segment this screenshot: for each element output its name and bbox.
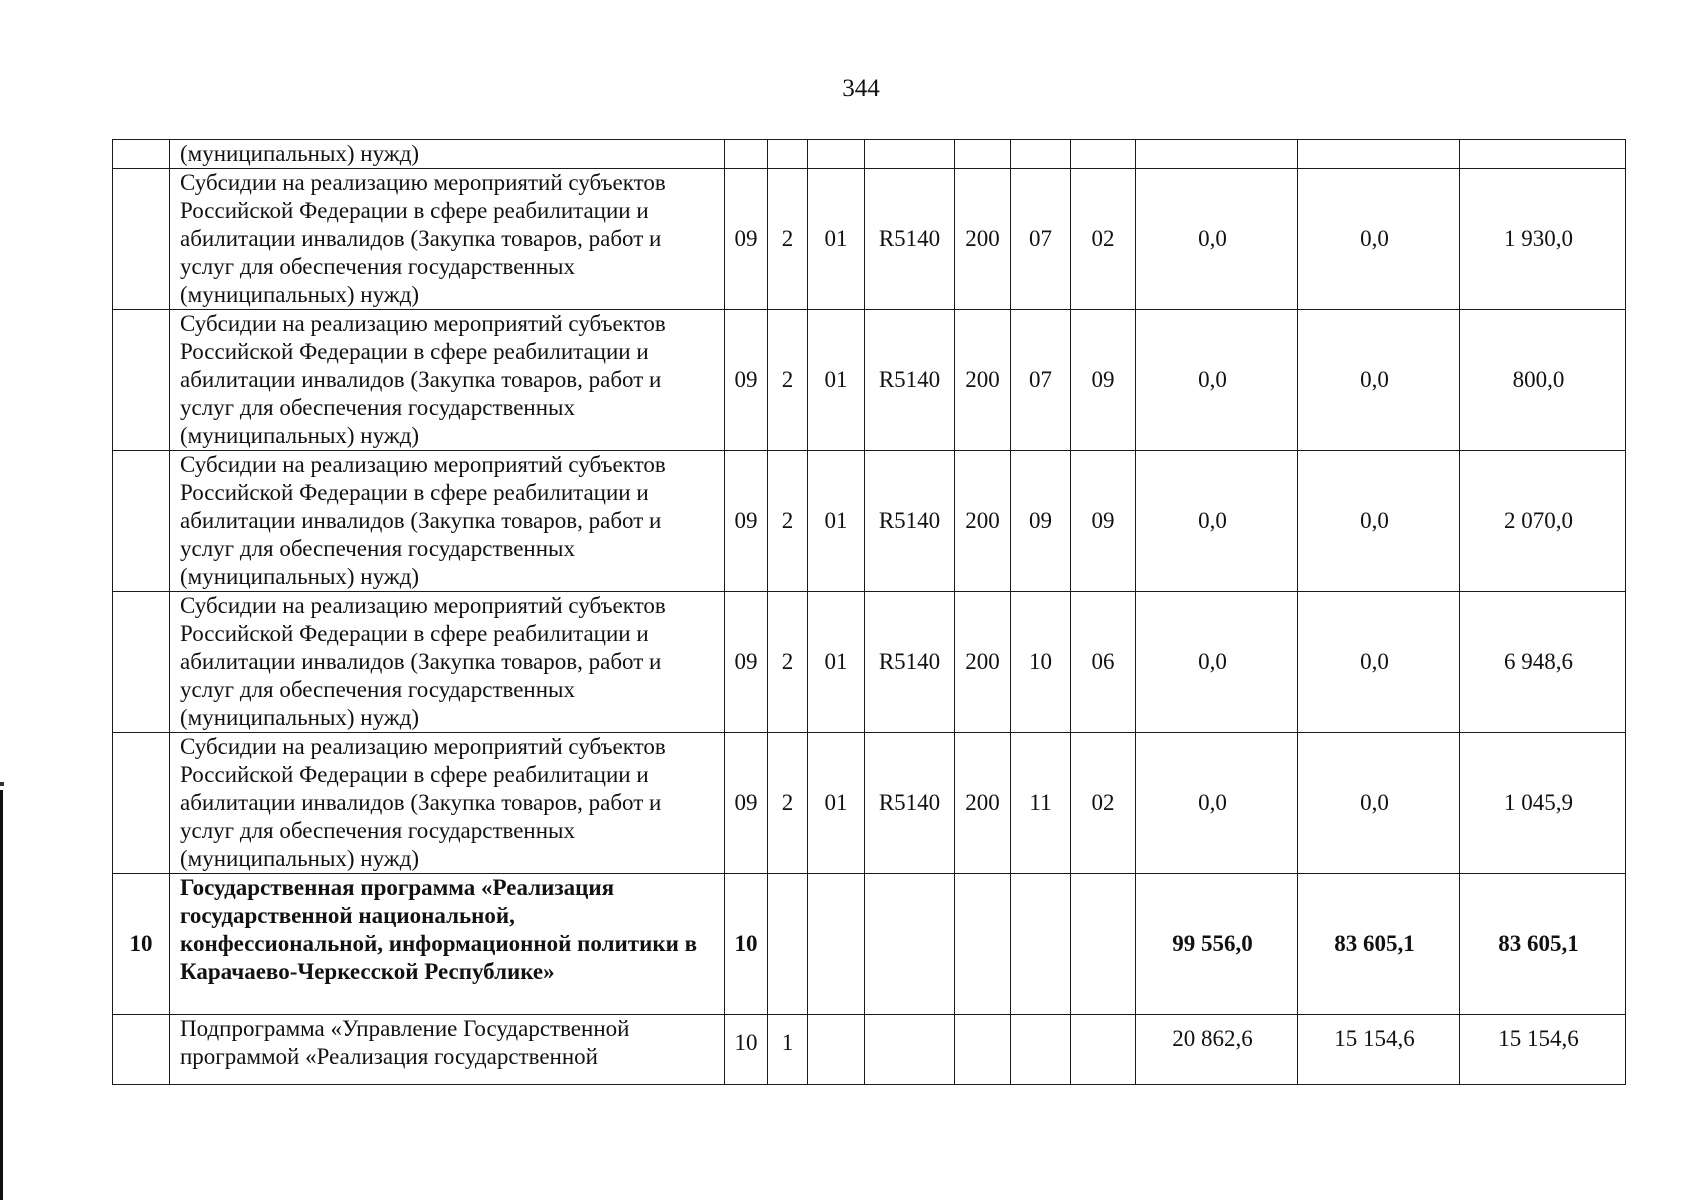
amount-year-2: 0,0: [1298, 310, 1460, 451]
table-row-subprogram: [113, 1015, 1626, 1085]
code-section: 11: [1011, 733, 1071, 874]
code-gp: 09: [725, 733, 768, 874]
amount-year-1: 0,0: [1136, 169, 1298, 310]
scan-mark: [0, 782, 4, 786]
code-direction: [865, 1015, 955, 1085]
amount-year-2: 0,0: [1298, 592, 1460, 733]
amount-year-1: 99 556,0: [1136, 874, 1298, 1015]
code-subsection: [1071, 1015, 1136, 1085]
code-gp: 09: [725, 451, 768, 592]
table-row: [113, 169, 1626, 310]
code-expense-type: [955, 874, 1011, 1015]
code-om: 01: [808, 733, 865, 874]
code-section: 09: [1011, 451, 1071, 592]
code-expense-type: 200: [955, 592, 1011, 733]
code-direction: R5140: [865, 592, 955, 733]
row-number: 10: [113, 874, 170, 1015]
row-description: Субсидии на реализацию мероприятий субъектов Российской Федерации в сфере реабилитации и абилитации инвалидов (Закупка товаров, работ и услуг для обеспечения государственных (муниципальных) нужд): [170, 733, 725, 874]
code-subsection: 09: [1071, 310, 1136, 451]
code-subsection: 06: [1071, 592, 1136, 733]
amount-year-2: 15 154,6: [1298, 1015, 1460, 1085]
code-section: [1011, 140, 1071, 169]
table-row: [113, 451, 1626, 592]
code-om: 01: [808, 592, 865, 733]
amount-year-1: 20 862,6: [1136, 1015, 1298, 1085]
code-section: 07: [1011, 310, 1071, 451]
budget-table-body: [113, 140, 1626, 1085]
code-subsection: [1071, 140, 1136, 169]
code-gp: 10: [725, 874, 768, 1015]
code-subsection: 02: [1071, 169, 1136, 310]
code-expense-type: [955, 140, 1011, 169]
row-description: Подпрограмма «Управление Государственной программой «Реализация государственной: [170, 1015, 725, 1085]
code-gp: 09: [725, 169, 768, 310]
amount-year-3: 1 045,9: [1460, 733, 1626, 874]
code-direction: R5140: [865, 733, 955, 874]
page-number: 344: [842, 75, 880, 102]
table-row-program: [113, 874, 1626, 1015]
amount-year-3: 2 070,0: [1460, 451, 1626, 592]
code-gp: 10: [725, 1015, 768, 1085]
code-pp: 1: [768, 1015, 808, 1085]
code-expense-type: 200: [955, 451, 1011, 592]
code-gp: 09: [725, 310, 768, 451]
table-row: [113, 733, 1626, 874]
row-number: [113, 140, 170, 169]
row-description: (муниципальных) нужд): [170, 140, 725, 169]
code-pp: 2: [768, 310, 808, 451]
code-om: [808, 1015, 865, 1085]
code-pp: [768, 140, 808, 169]
code-section: [1011, 874, 1071, 1015]
amount-year-1: [1136, 140, 1298, 169]
code-pp: [768, 874, 808, 1015]
code-om: [808, 874, 865, 1015]
code-expense-type: 200: [955, 310, 1011, 451]
code-om: 01: [808, 310, 865, 451]
amount-year-1: 0,0: [1136, 451, 1298, 592]
code-subsection: [1071, 874, 1136, 1015]
amount-year-2: 0,0: [1298, 733, 1460, 874]
row-number: [113, 1015, 170, 1085]
code-gp: [725, 140, 768, 169]
amount-year-3: 1 930,0: [1460, 169, 1626, 310]
row-number: [113, 169, 170, 310]
code-pp: 2: [768, 169, 808, 310]
code-section: 07: [1011, 169, 1071, 310]
code-subsection: 09: [1071, 451, 1136, 592]
amount-year-3: 15 154,6: [1460, 1015, 1626, 1085]
row-number: [113, 592, 170, 733]
code-expense-type: 200: [955, 733, 1011, 874]
amount-year-3: 83 605,1: [1460, 874, 1626, 1015]
code-section: [1011, 1015, 1071, 1085]
code-expense-type: [955, 1015, 1011, 1085]
code-direction: R5140: [865, 451, 955, 592]
amount-year-3: [1460, 140, 1626, 169]
budget-table: [112, 139, 1626, 1085]
code-expense-type: 200: [955, 169, 1011, 310]
code-om: 01: [808, 169, 865, 310]
row-number: [113, 733, 170, 874]
table-row: [113, 592, 1626, 733]
code-direction: R5140: [865, 169, 955, 310]
amount-year-3: 800,0: [1460, 310, 1626, 451]
amount-year-2: 0,0: [1298, 169, 1460, 310]
row-description: Субсидии на реализацию мероприятий субъектов Российской Федерации в сфере реабилитации и абилитации инвалидов (Закупка товаров, работ и услуг для обеспечения государственных (муниципальных) нужд): [170, 310, 725, 451]
code-direction: R5140: [865, 310, 955, 451]
amount-year-1: 0,0: [1136, 592, 1298, 733]
row-number: [113, 310, 170, 451]
table-row: [113, 310, 1626, 451]
scan-edge-line: [0, 790, 3, 1200]
code-om: [808, 140, 865, 169]
amount-year-2: 83 605,1: [1298, 874, 1460, 1015]
code-direction: [865, 140, 955, 169]
code-pp: 2: [768, 451, 808, 592]
amount-year-2: 0,0: [1298, 451, 1460, 592]
amount-year-3: 6 948,6: [1460, 592, 1626, 733]
amount-year-1: 0,0: [1136, 733, 1298, 874]
code-section: 10: [1011, 592, 1071, 733]
row-description: Субсидии на реализацию мероприятий субъектов Российской Федерации в сфере реабилитации и абилитации инвалидов (Закупка товаров, работ и услуг для обеспечения государственных (муниципальных) нужд): [170, 451, 725, 592]
amount-year-2: [1298, 140, 1460, 169]
code-subsection: 02: [1071, 733, 1136, 874]
row-description: Государственная программа «Реализация государственной национальной, конфессиональной, информационной политики в Карачаево-Черкесской Республике»: [170, 874, 725, 1015]
row-description: Субсидии на реализацию мероприятий субъектов Российской Федерации в сфере реабилитации и абилитации инвалидов (Закупка товаров, работ и услуг для обеспечения государственных (муниципальных) нужд): [170, 592, 725, 733]
code-direction: [865, 874, 955, 1015]
row-description: Субсидии на реализацию мероприятий субъектов Российской Федерации в сфере реабилитации и абилитации инвалидов (Закупка товаров, работ и услуг для обеспечения государственных (муниципальных) нужд): [170, 169, 725, 310]
table-row-continuation: [113, 140, 1626, 169]
code-gp: 09: [725, 592, 768, 733]
code-om: 01: [808, 451, 865, 592]
code-pp: 2: [768, 733, 808, 874]
amount-year-1: 0,0: [1136, 310, 1298, 451]
code-pp: 2: [768, 592, 808, 733]
row-number: [113, 451, 170, 592]
